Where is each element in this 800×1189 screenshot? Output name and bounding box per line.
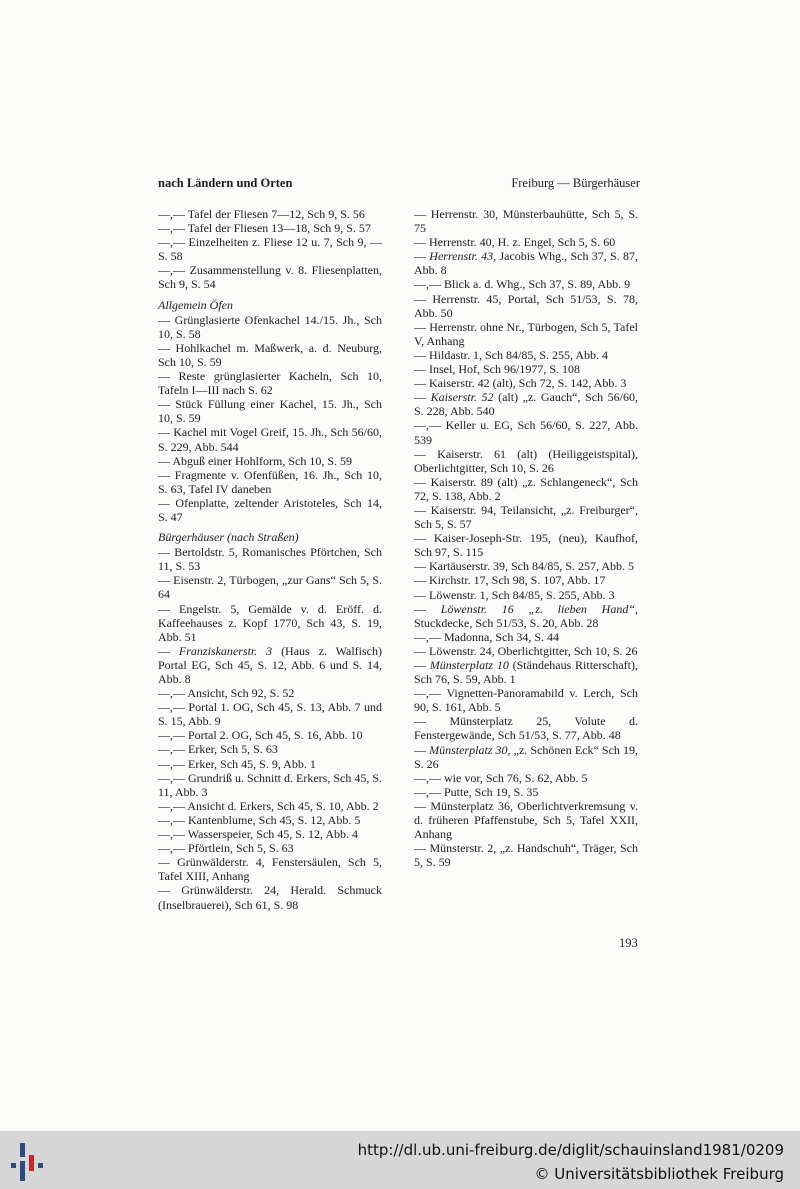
entry-rest: Jacobis Whg., Sch 37, S. 87, Abb. 8 [414,249,639,278]
entry-prefix: — [414,658,430,672]
index-entry: — Herrenstr. 40, H. z. Engel, Sch 5, S. 60 [414,235,616,250]
index-entry [414,249,638,277]
index-entry: — Kaiser-Joseph-Str. 195, (neu), Kaufhof, Sch 97, S. 115 [414,531,638,560]
index-entry: — Herrenstr. 30, Münsterbauhütte, Sch 5, S. 75 [414,207,638,236]
entry-prefix: — [414,601,441,616]
index-entry: — Löwenstr. 1, Sch 84/85, S. 255, Abb. 3 [414,587,615,602]
entry-prefix: — [414,249,430,264]
index-entry: —,— Putte, Sch 19, S. 35 [414,784,539,799]
index-entry: —,— Zusammenstellung v. 8. Fliesenplatten, Sch 9, S. 54 [158,263,382,292]
index-entry: — Insel, Hof, Sch 96/1977, S. 108 [414,362,580,377]
index-entry: — Herrenstr. ohne Nr., Türbogen, Sch 5, Tafel V, Anhang [414,319,638,348]
index-entry: —,— Grundriß u. Schnitt d. Erkers, Sch 45, S. 11, Abb. 3 [158,770,382,799]
index-entry: — Abguß einer Hohlform, Sch 10, S. 59 [158,453,352,468]
index-entry: —,— Pförtlein, Sch 5, S. 63 [158,841,294,856]
left-column [158,207,382,912]
entry-rest: (Haus z. Walfisch) Portal EG, Sch 45, S. 12, Abb. 6 und S. 14, Abb. 8 [158,643,382,686]
index-entry: —,— Portal 1. OG, Sch 45, S. 13, Abb. 7 und S. 15, Abb. 9 [158,700,382,729]
street-name-italic: Münsterplatz 30, [429,742,511,757]
index-entry [414,658,638,686]
section-heading-buergerhaeuser: Bürgerhäuser (nach Straßen) [158,530,299,545]
running-header-right: Freiburg — Bürgerhäuser [511,176,640,190]
index-entry: — Münsterstr. 2, „z. Handschuh“, Träger, Sch 5, S. 59 [414,841,638,870]
index-entry: — Kaiserstr. 94, Teilansicht, „z. Freiburger“, Sch 5, S. 57 [414,502,638,532]
index-entry: —,— Erker, Sch 45, S. 9, Abb. 1 [158,756,316,771]
index-entry: —,— Blick a. d. Whg., Sch 37, S. 89, Abb. 9 [414,277,631,292]
index-entry: —,— Vignetten-Panoramabild v. Lerch, Sch 90, S. 161, Abb. 5 [414,686,638,715]
index-entry [414,743,638,771]
index-entry: — Fragmente v. Ofenfüßen, 16. Jh., Sch 10, S. 63, Tafel IV daneben [158,467,382,496]
index-entry: — Hohlkachel m. Maßwerk, a. d. Neuburg, Sch 10, S. 59 [158,340,382,369]
page-number: 193 [619,936,638,950]
copyright-notice: © Universitätsbibliothek Freiburg [534,1165,784,1183]
index-entry: — Münsterplatz 36, Oberlichtverkremsung v. d. früheren Pfaffenstube, Sch 5, Tafel XXII, Anhang [414,798,638,842]
entry-rest: (alt) „z. Gauch“, Sch 56/60, S. 228, Abb. 540 [414,390,638,419]
index-entry: — Grünglasierte Ofenkachel 14./15. Jh., Sch 10, S. 58 [158,312,382,341]
index-entry: —,— Wasserspeier, Sch 45, S. 12, Abb. 4 [158,827,358,842]
section-heading-oefen: Allgemein Öfen [158,297,233,312]
index-entry: — Kartäuserstr. 39, Sch 84/85, S. 257, Abb. 5 [414,559,634,574]
index-entry: —,— Portal 2. OG, Sch 45, S. 16, Abb. 10 [158,728,363,743]
index-entry: — Herrenstr. 45, Portal, Sch 51/53, S. 78, Abb. 50 [414,291,638,320]
permalink-url[interactable]: http://dl.ub.uni-freiburg.de/diglit/schauinsland1981/0209 [357,1141,784,1159]
index-entry: — Grünwälderstr. 24, Herald. Schmuck (Inselbrauerei), Sch 61, S. 98 [158,883,382,912]
index-entry: —,— Tafel der Fliesen 13—18, Sch 9, S. 57 [158,221,371,236]
index-entry: —,— Madonna, Sch 34, S. 44 [414,629,559,644]
entry-rest: „z. Schönen Eck“ Sch 19, S. 26 [414,742,638,771]
index-entry [414,602,638,630]
index-entry: —,— Einzelheiten z. Fliese 12 u. 7, Sch 9, — S. 58 [158,235,382,264]
index-entry: — Kaiserstr. 89 (alt) „z. Schlangeneck“, Sch 72, S. 138, Abb. 2 [414,474,638,503]
index-entry: — Kaiserstr. 61 (alt) (Heiliggeistspital), Oberlichtgitter, Sch 10, S. 26 [414,446,638,475]
index-entry: — Münsterplatz 25, Volute d. Fenstergewände, Sch 51/53, S. 77, Abb. 48 [414,714,638,743]
index-entry: — Grünwälderstr. 4, Fenstersäulen, Sch 5, Tafel XIII, Anhang [158,855,382,884]
index-entry: —,— Ansicht d. Erkers, Sch 45, S. 10, Abb. 2 [158,798,379,813]
street-name-italic: Münsterplatz 10 [429,658,509,672]
street-name-italic: Löwenstr. 16 „z. lieben Hand“, [440,601,638,616]
entry-rest: (Ständehaus Ritterschaft), Sch 76, S. 59, Abb. 1 [414,658,638,687]
index-entry: — Stück Füllung einer Kachel, 15. Jh., Sch 10, S. 59 [158,397,382,426]
index-entry: — Bertoldstr. 5, Romanisches Pförtchen, Sch 11, S. 53 [158,545,382,574]
index-entry: —,— wie vor, Sch 76, S. 62, Abb. 5 [414,770,588,785]
entry-prefix: — [414,390,431,405]
index-entry: — Löwenstr. 24, Oberlichtgitter, Sch 10, S. 26 [414,643,638,658]
index-entry: —,— Ansicht, Sch 92, S. 52 [158,686,295,701]
index-entry: — Eisenstr. 2, Türbogen, „zur Gans“ Sch 5, S. 64 [158,573,382,602]
entry-prefix: — [158,643,179,658]
running-header-left: nach Ländern und Orten [158,176,293,190]
index-entry [158,644,382,686]
street-name-italic: Herrenstr. 43, [429,249,497,264]
street-name-italic: Franziskanerstr. 3 [178,643,273,658]
entry-rest: Stuckdecke, Sch 51/53, S. 20, Abb. 28 [414,615,599,630]
index-entry: —,— Keller u. EG, Sch 56/60, S. 227, Abb. 539 [414,418,638,447]
street-name-italic: Kaiserstr. 52 [430,390,494,405]
index-entry: — Engelstr. 5, Gemälde v. d. Eröff. d. Kaffeehauses z. Kopf 1770, Sch 43, S. 19, Abb. 51 [158,601,382,644]
index-entry: — Hildastr. 1, Sch 84/85, S. 255, Abb. 4 [414,347,609,362]
library-logo-icon [8,1137,50,1183]
index-entry: — Ofenplatte, zeltender Aristoteles, Sch 14, S. 47 [158,495,382,524]
right-column [414,207,638,869]
index-entry: — Kirchstr. 17, Sch 98, S. 107, Abb. 17 [414,573,606,588]
index-entry: — Kachel mit Vogel Greif, 15. Jh., Sch 56/60, S. 229, Abb. 544 [158,425,382,454]
viewer-footer [0,1131,800,1189]
entry-prefix: — [414,742,430,757]
index-entry: —,— Erker, Sch 5, S. 63 [158,742,278,757]
index-entry: — Kaiserstr. 42 (alt), Sch 72, S. 142, Abb. 3 [414,376,627,391]
index-entry: —,— Kantenblume, Sch 45, S. 12, Abb. 5 [158,812,361,827]
index-entry [414,390,638,418]
index-entry: — Reste grünglasierter Kacheln, Sch 10, Tafeln I—III nach S. 62 [158,369,382,398]
index-entry: —,— Tafel der Fliesen 7—12, Sch 9, S. 56 [158,207,365,221]
